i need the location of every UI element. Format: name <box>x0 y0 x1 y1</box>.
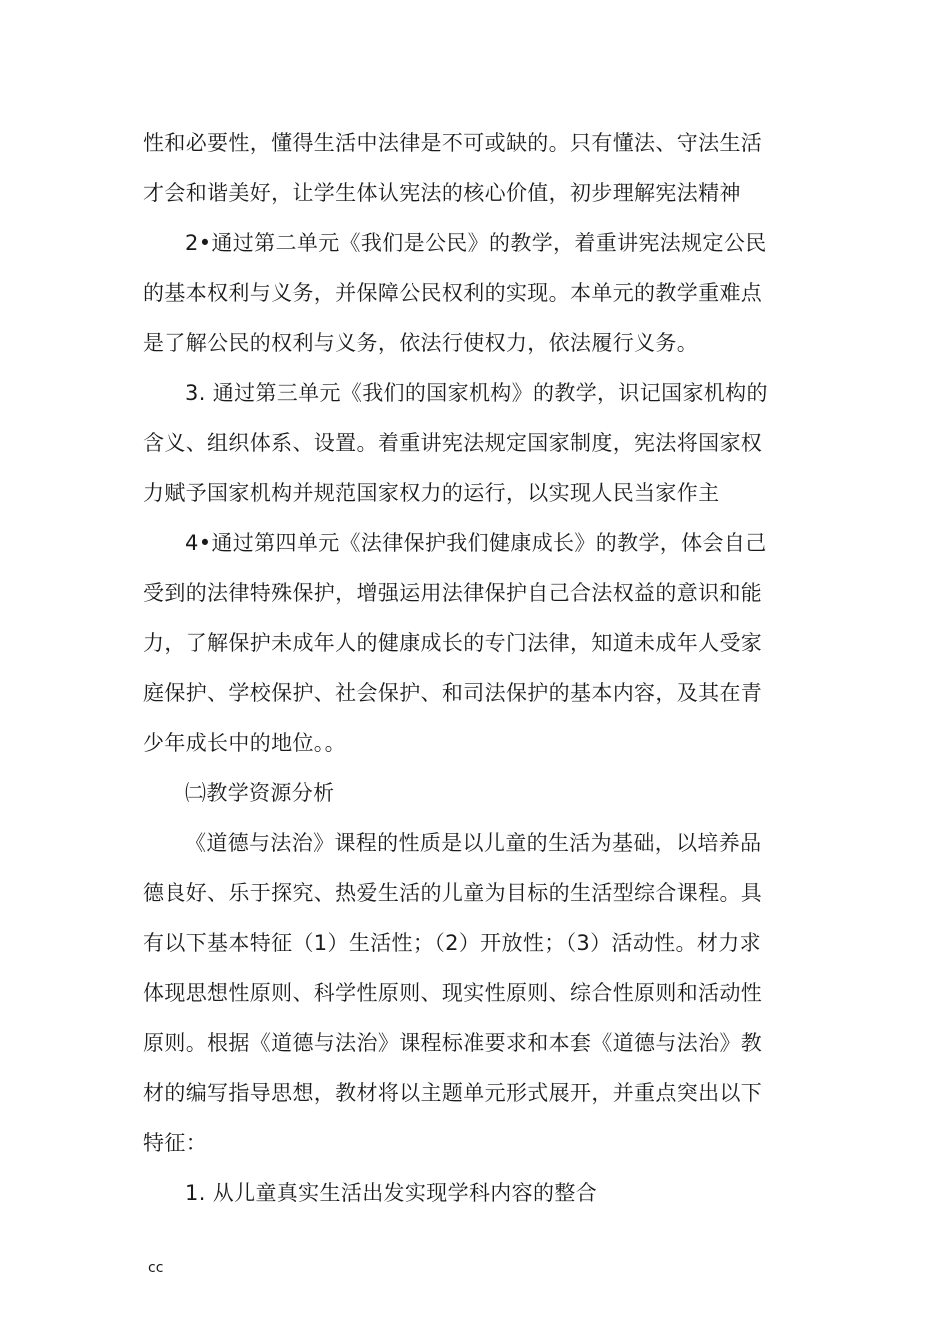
text-line: 是了解公民的权利与义务，依法行使权力，依法履行义务。 <box>143 331 699 355</box>
text-line: ㈡教学资源分析 <box>185 781 335 805</box>
text-line: 体现思想性原则、科学性原则、现实性原则、综合性原则和活动性 <box>143 981 763 1005</box>
text-line: 原则。根据《道德与法治》课程标准要求和本套《道德与法治》教 <box>143 1031 763 1055</box>
paragraph-unit-three <box>143 368 811 518</box>
paragraph-course-nature <box>143 818 811 1168</box>
text-line: 特征： <box>143 1131 208 1155</box>
text-line: 3. 通过第三单元《我们的国家机构》的教学，识记国家机构的 <box>185 381 768 405</box>
text-line: 含义、组织体系、设置。着重讲宪法规定国家制度，宪法将国家权 <box>143 431 763 455</box>
paragraph-unit-four <box>143 518 811 768</box>
text-line: 《道德与法治》课程的性质是以儿童的生活为基础，以培养品 <box>185 831 762 855</box>
text-line: 力，了解保护未成年人的健康成长的专门法律，知道未成年人受家 <box>143 631 763 655</box>
text-line: 的基本权利与义务，并保障公民权利的实现。本单元的教学重难点 <box>143 281 763 305</box>
text-line: 力赋予国家机构并规范国家权力的运行，以实现人民当家作主 <box>143 481 720 505</box>
text-line: 性和必要性，懂得生活中法律是不可或缺的。只有懂法、守法生活 <box>143 131 763 155</box>
list-item-feature-one <box>143 1168 811 1218</box>
paragraph-law-necessity <box>143 118 811 218</box>
text-line: 有以下基本特征（1）生活性；（2）开放性；（3）活动性。材力求 <box>143 931 761 955</box>
text-line: 少年成长中的地位。。 <box>143 731 346 755</box>
text-line: 2•通过第二单元《我们是公民》的教学，着重讲宪法规定公民 <box>185 231 767 255</box>
text-line: 1. 从儿童真实生活出发实现学科内容的整合 <box>185 1181 598 1205</box>
text-line: 才会和谐美好，让学生体认宪法的核心价值，初步理解宪法精神 <box>143 181 741 205</box>
text-line: 受到的法律特殊保护，增强运用法律保护自己合法权益的意识和能 <box>143 581 763 605</box>
text-line: 德良好、乐于探究、热爱生活的儿童为目标的生活型综合课程。具 <box>143 881 763 905</box>
body-text <box>143 118 811 1218</box>
paragraph-unit-two <box>143 218 811 368</box>
text-line: 材的编写指导思想，教材将以主题单元形式展开，并重点突出以下 <box>143 1081 763 1105</box>
text-line: 庭保护、学校保护、社会保护、和司法保护的基本内容，及其在青 <box>143 681 763 705</box>
page-footer: cc <box>148 1260 164 1276</box>
section-heading-resources <box>143 768 811 818</box>
text-line: 4•通过第四单元《法律保护我们健康成长》的教学，体会自己 <box>185 531 767 555</box>
